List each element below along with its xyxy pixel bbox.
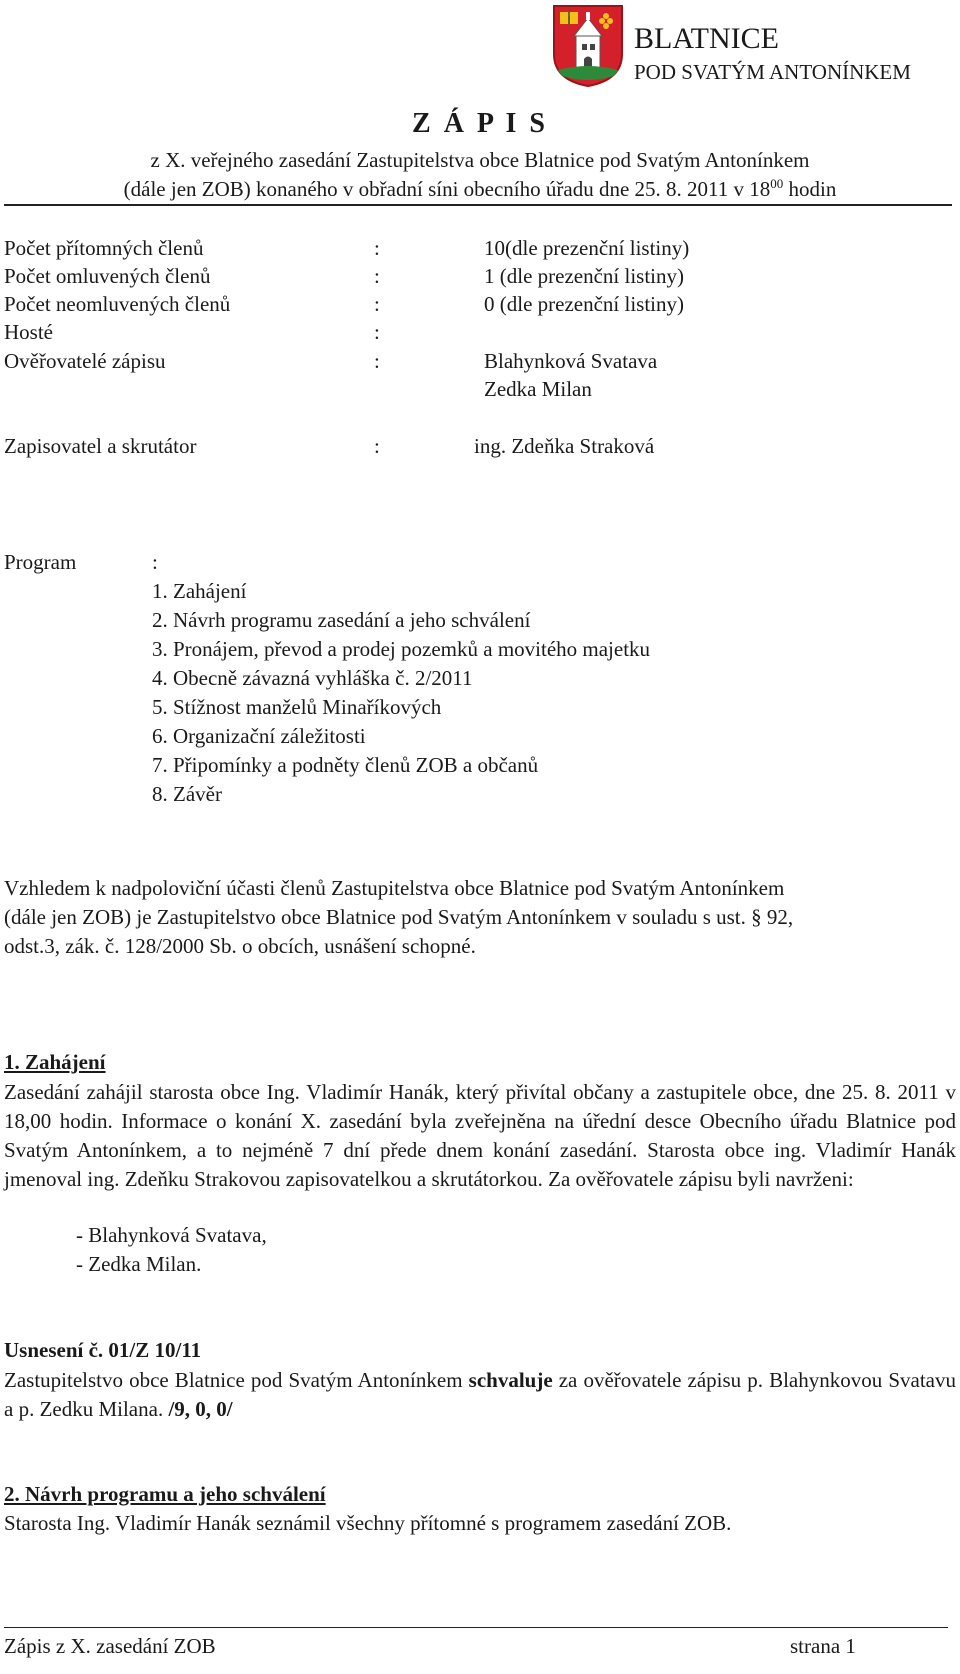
program-item: 3. Pronájem, převod a prodej pozemků a movitého majetku [152, 637, 651, 661]
attendance-label-excused: Počet omluvených členů [4, 264, 211, 288]
municipality-crest-icon [552, 4, 624, 88]
attendance-sep: : [374, 236, 380, 260]
program-item: 8. Závěr [152, 782, 222, 806]
attendance-value-recorder: ing. Zdeňka Straková [474, 434, 655, 458]
municipality-subtitle: POD SVATÝM ANTONÍNKEM [634, 60, 911, 84]
attendance-value-verifier-2: Zedka Milan [484, 377, 592, 401]
attendance-value-unexcused: 0 (dle prezenční listiny) [484, 292, 685, 316]
quorum-line-1: Vzhledem k nadpoloviční účasti členů Zastupitelstva obce Blatnice pod Svatým Antonínkem [4, 876, 785, 900]
section-2-paragraph: Starosta Ing. Vladimír Hanák seznámil všechny přítomné s programem zasedání ZOB. [4, 1511, 732, 1535]
document-title: Z Á P I S [412, 108, 548, 139]
attendance-sep: : [374, 264, 380, 288]
program-item: 2. Návrh programu zasedání a jeho schválení [152, 608, 531, 632]
quorum-line-2: (dále jen ZOB) je Zastupitelstvo obce Blatnice pod Svatým Antonínkem v souladu s ust. § 92, [4, 905, 794, 929]
nominee-item: - Blahynková Svatava, [76, 1223, 267, 1247]
program-label: Program [4, 550, 77, 574]
footer-document-name: Zápis z X. zasedání ZOB [4, 1634, 216, 1658]
program-item: 7. Připomínky a podněty členů ZOB a občanů [152, 753, 539, 777]
section-1-paragraph: Zasedání zahájil starosta obce Ing. Vladimír Hanák, který přivítal občany a zastupitele obce, dne 25. 8. 2011 v 18,00 hodin. Informace o konání X. zasedání byla zveřejněna na úřední desce Obecního úřadu Blatnice pod Svatým Antonínkem, a to nejméně 7 dní přede dnem konání zasedání. Starosta obce ing. Vladimír Hanák jmenoval ing. Zdeňku Strakovou zapisovatelkou a skrutátorkou. Za ověřovatele zápisu byli navrženi: [4, 1080, 956, 1191]
attendance-sep: : [374, 434, 380, 458]
attendance-value-excused: 1 (dle prezenční listiny) [484, 264, 685, 288]
title-line-2: (dále jen ZOB) konaného v obřadní síni obecního úřadu dne 25. 8. 2011 v $18^{00}$ hodin [123, 176, 837, 201]
section-2-heading: 2. Návrh programu a jeho schválení [4, 1482, 326, 1506]
attendance-sep: : [374, 320, 380, 344]
attendance-label-verifiers: Ověřovatelé zápisu [4, 349, 166, 373]
attendance-value-present: 10(dle prezenční listiny) [484, 236, 690, 260]
footer-divider [4, 1627, 948, 1628]
program-item: 5. Stížnost manželů Minaříkových [152, 695, 442, 719]
program-item: 1. Zahájení [152, 579, 247, 603]
program-item: 4. Obecně závazná vyhláška č. 2/2011 [152, 666, 473, 690]
resolution-1-heading: Usnesení č. 01/Z 10/11 [4, 1338, 202, 1362]
quorum-line-3: odst.3, zák. č. 128/2000 Sb. o obcích, usnášení schopné. [4, 934, 476, 958]
title-line-1: z X. veřejného zasedání Zastupitelstva obce Blatnice pod Svatým Antonínkem [150, 148, 810, 172]
section-1-heading: 1. Zahájení [4, 1050, 106, 1074]
attendance-label-unexcused: Počet neomluvených členů [4, 292, 231, 316]
footer-page-number: strana 1 [790, 1634, 856, 1658]
program-sep: : [152, 550, 158, 574]
nominee-item: - Zedka Milan. [76, 1252, 202, 1276]
attendance-sep: : [374, 349, 380, 373]
attendance-label-guests: Hosté [4, 320, 53, 344]
attendance-label-recorder: Zapisovatel a skrutátor [4, 434, 197, 458]
attendance-label-present: Počet přítomných členů [4, 236, 204, 260]
resolution-1-text: Zastupitelstvo obce Blatnice pod Svatým Antonínkem schvaluje za ověřovatele zápisu p. Blahynkovou Svatavu a p. Zedku Milana. /9, 0, 0/ [4, 1368, 956, 1421]
attendance-sep: : [374, 292, 380, 316]
title-divider [4, 204, 952, 206]
municipality-name: BLATNICE [634, 22, 779, 55]
attendance-value-verifier-1: Blahynková Svatava [484, 349, 658, 373]
program-item: 6. Organizační záležitosti [152, 724, 366, 748]
